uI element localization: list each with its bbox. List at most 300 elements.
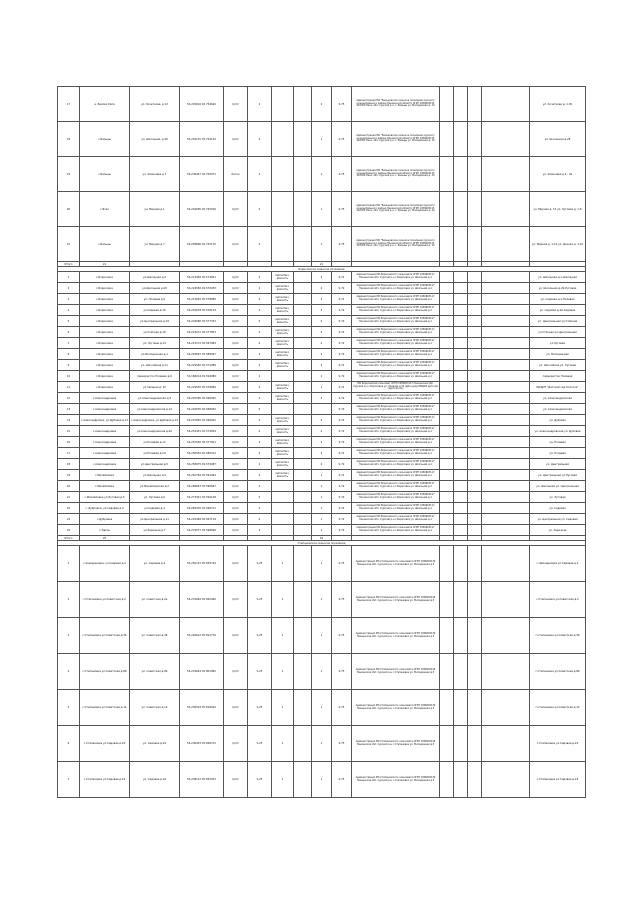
table-cell [454,227,468,262]
table-cell: с.Степановка ул.Советская д.2 [530,582,586,618]
table-cell: ул. Школьная д.20-Луговая [530,283,586,294]
table-cell: 1 [312,654,332,690]
table-row [58,393,586,404]
table-cell [454,157,468,192]
table-cell: 0,72 [332,437,352,448]
table-cell: Администрация МО Степановского сельсовета ОГРН 1056603120 Пензенская обл. Сурский р-н с.Степановка ул. Молодежная д.5 [352,618,440,654]
table-cell [482,503,530,514]
table-cell: металлич. ёмкость [272,338,294,349]
table-cell: 7 [58,338,80,349]
table-cell: 2 [248,437,272,448]
table-cell [482,294,530,305]
table-cell [482,470,530,481]
table-cell: металлич. ёмкость [272,294,294,305]
table-cell: 54.224066 45.577332 [180,316,224,327]
table-cell: ул.Александровская д.3 [130,393,180,404]
table-cell: Администрация МО Степановского сельсовета ОГРН 1056603120 Пензенская обл. Сурский р-н с.Степановка ул. Молодежная д.5 [352,546,440,582]
table-cell: ул.Александровская д.20 [130,426,180,437]
table-cell [454,654,468,690]
table-cell [468,481,482,492]
table-cell: Администрация МО Борисовского сельсовета ОГРН 1056603117 Пензенская обл. Сурский р-н с.Борисовка ул. Школьная д.1 [352,327,440,338]
table-cell [440,690,454,726]
table-cell [454,192,468,227]
table-cell [482,437,530,448]
table-cell: 19 [58,157,80,192]
table-cell: 2 [248,192,272,227]
table-cell [294,360,312,371]
table-cell: 21 [312,262,332,267]
table-cell: 2 [58,283,80,294]
table-cell [468,227,482,262]
table-cell: 2 [248,525,272,536]
table-cell [482,525,530,536]
table-cell [440,305,454,316]
section-title: Борисовское сельское поселение [58,267,586,272]
table-cell: гр/пг [224,525,248,536]
table-cell: ул.Центральная д.5 [130,459,180,470]
table-cell: с.Борисовка [80,283,130,294]
table-cell: ул. Фомичева д 7 [130,157,180,192]
table-cell [454,726,468,762]
table-cell: Администрация МО Степановского сельсовета ОГРН 1056603120 Пензенская обл. Сурский р-н с.Степановка ул. Молодежная д.5 [352,654,440,690]
table-cell [440,371,454,382]
table-cell [294,192,312,227]
table-cell [294,459,312,470]
table-cell: ул.Александровская д.14 [130,404,180,415]
table-cell: 8 [58,349,80,360]
table-cell [294,448,312,459]
table-cell [440,503,454,514]
table-cell [454,437,468,448]
table-cell: 2 [312,283,332,294]
table-cell: ул. Советская д.2а [130,582,180,618]
table-cell: ул. Школьная, д 28 [130,122,180,157]
table-cell: 0,75 [332,654,352,690]
table-cell: ул.Молодежная д.1 [130,349,180,360]
table-cell: 54.226612 45.812776 [180,618,224,654]
table-cell [440,338,454,349]
table-cell: 54.219644 45.801982 [180,654,224,690]
table-cell: 25 [80,536,130,541]
table-cell: 0,72 [332,382,352,393]
table-cell [294,762,312,798]
table-cell: гр/пг [224,618,248,654]
table-cell: 2 [248,305,272,316]
table-cell: 2 [312,316,332,327]
table-cell: ул. Заречная [530,525,586,536]
table-cell [482,272,530,283]
table-cell: с.Бельцы [80,157,130,192]
table-cell: 15 [58,426,80,437]
table-cell [482,618,530,654]
table-cell: ул.Школьная д.5 [130,470,180,481]
table-cell [440,316,454,327]
table-cell: Администрация МО Борисовского сельсовета ОГРН 1056603117 Пензенская обл. Сурский р-н с.Борисовка ул. Школьная д.1 [352,503,440,514]
table-cell: гр/пг [224,448,248,459]
table-cell: гр/пг [224,514,248,525]
table-cell: ул. Мирная д.7 [130,227,180,262]
table-cell: 2 [312,360,332,371]
table-cell: 1 [272,690,294,726]
table-cell [294,514,312,525]
table-row [58,227,586,262]
table-cell [272,122,294,157]
table-cell: с.Александровка [80,459,130,470]
table-cell: металлич. ёмкость [272,327,294,338]
table-cell: 54.257050 45.577001 [180,437,224,448]
table-cell: 2 [248,349,272,360]
table-row [58,690,586,726]
table-cell: 0,72 [332,283,352,294]
table-cell: ул. Александровская ул. Дубовая [530,426,586,437]
table-cell: металлич. ёмкость [272,382,294,393]
table-cell: 54.258890 45.725170 [180,227,224,262]
table-cell: с.Бельцы [80,122,130,157]
table-cell: 54.273421 45.594128 [180,492,224,503]
table-cell: 0,72 [332,514,352,525]
table-cell [468,690,482,726]
table-cell: с.Александровка, ул.Дубовая д.12 [130,415,180,426]
table-cell [272,371,294,382]
table-cell: 54.213172 45.567984 [180,338,224,349]
table-row [58,525,586,536]
table-cell: 0,72 [332,305,352,316]
table-cell [468,503,482,514]
table-cell: гр/пг [224,305,248,316]
table-cell [454,404,468,415]
table-cell: 1 [272,762,294,798]
table-cell: 2 [248,157,272,192]
table-cell: Администрация МО Степановского сельсовета ОГРН 1056603120 Пензенская обл. Сурский р-н с.Степановка ул. Молодежная д.5 [352,582,440,618]
table-cell: 54.218897 45.588467 [180,349,224,360]
table-cell: 2 [248,393,272,404]
table-cell: 0,75 [332,726,352,762]
table-cell: 2 [312,426,332,437]
table-cell [482,393,530,404]
table-cell [482,283,530,294]
table-cell: 1 [312,582,332,618]
table-cell [482,582,530,618]
table-cell [294,525,312,536]
table-cell: ул.Полевая д.24 [130,448,180,459]
table-row [58,371,586,382]
table-cell [482,654,530,690]
table-row [58,514,586,525]
table-cell: 54.223272 45.577823 [180,327,224,338]
registry-table [57,86,586,798]
table-cell: ул.Степная ул.Центральная [530,327,586,338]
table-cell [482,360,530,371]
table-cell [468,393,482,404]
table-cell [440,227,454,262]
table-cell: с.Борисовка [80,371,130,382]
table-cell: 0,72 [332,360,352,371]
table-cell: 20 [58,481,80,492]
table-cell [294,349,312,360]
table-row [58,283,586,294]
table-cell: 1 [312,371,332,382]
table-cell: 5 [58,316,80,327]
table-cell: Администрация МО Борисовского сельсовета ОГРН 1056603117 Пензенская обл. Сурский р-н с.Борисовка ул. Школьная д.1 [352,272,440,283]
table-cell: ул. Луговая д.6 [130,492,180,503]
table-cell [468,360,482,371]
table-cell [454,316,468,327]
table-cell [482,690,530,726]
table-cell [468,726,482,762]
table-cell [440,349,454,360]
table-cell: 13 [58,404,80,415]
table-cell [294,582,312,618]
table-cell: Администрация МО Борисовского сельсовета ОГРН 1056603117 Пензенская обл. Сурский р-н с.Борисовка ул. Школьная д.1 [352,426,440,437]
table-cell: МКДОУ "Детский сад Колосок" [530,382,586,393]
table-cell [440,157,454,192]
table-cell: ул. Садовая д.1-Полевая [530,294,586,305]
table-cell: ул.Школьная д.2 [130,272,180,283]
table-cell [468,437,482,448]
table-cell: ул. Школьная д.28 [530,122,586,157]
table-cell [294,382,312,393]
table-cell: ул.Луговая [530,338,586,349]
table-cell: Администрация МО Борисовского сельсовета ОГРН 1056603117 Пензенская обл. Сурский р-н с.Борисовка ул. Школьная д.1 [352,492,440,503]
table-cell [482,514,530,525]
table-cell: Администрация МО Борисовского сельсовета ОГРН 1056603117 Пензенская обл. Сурский р-н с.Борисовка ул. Школьная д.1 [352,481,440,492]
table-cell: 0,72 [332,448,352,459]
table-cell: 2,25 [248,726,272,762]
table-cell [440,327,454,338]
table-cell: 0,72 [332,371,352,382]
table-row [58,426,586,437]
table-cell: ул. Центральная [530,459,586,470]
table-cell: ул. Садовая д.24 [130,726,180,762]
table-cell: ул.Центральная д.19 [130,316,180,327]
table-cell: Администрация МО Степановского сельсовета ОГРН 1056603120 Пензенская обл. Сурский р-н с.Степановка ул. Молодежная д.5 [352,690,440,726]
table-cell [294,316,312,327]
table-cell: гр/пг [224,272,248,283]
table-cell: с.Степановка ул.Советская д.36 [530,618,586,654]
table-cell: с.Степановка ул.Садовая д.16 [80,762,130,798]
table-cell [294,546,312,582]
table-cell [482,338,530,349]
table-cell: ул.Полевая д.12 [130,437,180,448]
table-cell: гр/пг [224,690,248,726]
table-cell [468,525,482,536]
table-cell [440,437,454,448]
table-cell: 0,72 [332,459,352,470]
table-cell [294,272,312,283]
table-cell: гр/пг [224,481,248,492]
table-cell [468,546,482,582]
table-cell: Администрация МО Борисовского сельсовета ОГРН 1056603117 Пензенская обл. Сурский р-н с.Борисовка ул. Школьная д.1 [352,294,440,305]
table-cell [454,327,468,338]
table-cell: 2 [248,360,272,371]
table-cell: гр/пг [224,360,248,371]
table-cell [294,157,312,192]
table-cell: 0,75 [332,227,352,262]
table-cell: гр/пг [224,349,248,360]
table-cell: Администрация МО "Бельцовское сельское поселение Сурского муниципального района Пензенской области ОГРН 1056603115 442300 Пенз. обл. Сурский р-н, с. Бельцы ул. Молодежная д. 10 [352,192,440,227]
table-cell: с.Александровка, ул.Дубовая д.12 [80,415,130,426]
table-cell: 0,72 [332,294,352,305]
table-cell: Администрация МО Борисовского сельсовета ОГРН 1056603117 Пензенская обл. Сурский р-н с.Борисовка ул. Школьная д.1 [352,360,440,371]
table-cell: Администрация МО Степановского сельсовета ОГРН 1056603120 Пензенская обл. Сурский р-н с.Степановка ул. Молодежная д.5 [352,762,440,798]
table-cell: 19 [58,470,80,481]
table-cell [468,459,482,470]
table-cell [482,192,530,227]
table-cell: с.Борисовка [80,382,130,393]
table-cell [468,122,482,157]
table-cell: с.Степановка ул.Советская д.2 [80,582,130,618]
table-cell [482,426,530,437]
table-cell: а. Белово Репа [80,87,130,122]
table-cell [482,448,530,459]
table-cell [482,459,530,470]
table-cell [454,305,468,316]
table-cell: 54.213448 45.574651 [180,272,224,283]
table-cell: бетон [224,157,248,192]
table-cell: 2 [248,316,272,327]
document-page [57,86,585,798]
table-cell: 17 [58,448,80,459]
table-cell [482,481,530,492]
table-row [58,726,586,762]
table-cell: ул. Мирная д. 1-10 ул. Дачная д. 1-10 [530,227,586,262]
table-cell: гр/пг [224,283,248,294]
table-cell: 2 [248,492,272,503]
table-cell: 2 [248,481,272,492]
table-cell [482,316,530,327]
table-cell: 3 [58,618,80,654]
table-cell [294,503,312,514]
table-cell: 0,72 [332,426,352,437]
table-cell: гр/пг [224,404,248,415]
table-cell: 54.266667 45.596667 [180,481,224,492]
table-cell [440,122,454,157]
table-cell: 2 [312,415,332,426]
table-cell: 2,25 [248,690,272,726]
table-cell [454,481,468,492]
table-cell [468,283,482,294]
table-cell [454,762,468,798]
table-cell: Администрация МО Борисовского сельсовета ОГРН 1056603117 Пензенская обл. Сурский р-н с.Борисовка ул. Школьная д.1 [352,283,440,294]
table-cell: с.Борисовка [80,294,130,305]
table-cell: 0,75 [332,582,352,618]
table-cell: 1 [58,546,80,582]
table-cell: 2 [58,582,80,618]
table-cell: ул.Школьная д.20 [130,283,180,294]
table-cell [454,448,468,459]
table-cell [482,726,530,762]
table-cell [468,404,482,415]
table-cell: с.Степановка ул.Советская д.36 [80,618,130,654]
table-cell: Администрация МО Борисовского сельсовета ОГРН 1056603117 Пензенская обл. Сурский р-н с.Борисовка ул. Школьная д.1 [352,349,440,360]
table-cell: МО Борисовский сельсовет ОГРН 1056603117 Пензенская обл. Сурский р-н с.Борисовка ул. Зеленая д.22 (Для нужд МКДОУ детский сад Колосок) [352,382,440,393]
table-cell: Администрация МО "Бельцовское сельское поселение Сурского муниципального района Пензенской области ОГРН 1056603115 442300 Пенз. обл. Сурский р-н, с. Бельцы ул. Молодежная д. 10 [352,157,440,192]
table-cell: ул. Полевая д.5 [130,294,180,305]
table-row [58,492,586,503]
table-cell [294,294,312,305]
table-cell: с.Александровка [80,393,130,404]
table-cell [468,157,482,192]
table-cell [440,492,454,503]
table-cell [294,305,312,316]
table-cell: с.Михайловка [80,481,130,492]
table-cell: Итого [58,536,80,541]
table-cell [468,349,482,360]
table-cell: гр/пг [224,327,248,338]
table-cell: Администрация МО Борисовского сельсовета ОГРН 1056603117 Пензенская обл. Сурский р-н с.Борисовка ул. Школьная д.1 [352,305,440,316]
table-cell: с.Борисовка [80,360,130,371]
table-cell: 2 [248,327,272,338]
table-cell [482,87,530,122]
table-cell: 54.224582 45.570033 [180,283,224,294]
table-cell: 2 [248,87,272,122]
table-cell: 0,75 [332,192,352,227]
table-cell [294,690,312,726]
table-cell [440,415,454,426]
table-cell: 20 [58,192,80,227]
table-cell [440,582,454,618]
table-cell: с.Чемодановка, ул.Садовая д.2 [80,546,130,582]
table-cell [440,382,454,393]
table-cell: Итого [58,262,80,267]
table-cell: 2 [248,459,272,470]
table-row [58,157,586,192]
table-cell [440,87,454,122]
table-cell: Администрация МО Борисовского сельсовета ОГРН 1056603117 Пензенская обл. Сурский р-н с.Борисовка ул. Школьная д.1 [352,338,440,349]
table-cell: гр/пг [224,316,248,327]
table-cell: ул. Шоссейная д.11 [130,360,180,371]
table-cell: с.Ясак [80,192,130,227]
table-cell [294,393,312,404]
table-cell [468,618,482,654]
table-cell: 54.245395 45.566025 [180,393,224,404]
table-cell [454,272,468,283]
table-cell [440,459,454,470]
table-row [58,618,586,654]
table-cell: 54.247845 45.566022 [180,415,224,426]
table-cell [454,503,468,514]
table-cell [454,618,468,654]
table-cell: ул.Садовая д.16 [130,305,180,316]
table-cell: ул. Садовая д.16-Садовая [530,305,586,316]
table-cell: гр/пг [224,415,248,426]
table-cell: 2 [248,415,272,426]
table-cell [272,514,294,525]
table-cell [454,393,468,404]
table-row [58,546,586,582]
table-cell: 0,72 [332,503,352,514]
table-cell: 42 [312,536,332,541]
table-cell: ул. Александровская [530,393,586,404]
table-cell [440,283,454,294]
table-row [58,192,586,227]
table-row [58,360,586,371]
table-cell: 2 [248,227,272,262]
table-row [58,404,586,415]
table-cell [482,327,530,338]
table-cell [440,404,454,415]
table-cell [482,371,530,382]
table-cell [272,192,294,227]
table-cell: с.Бельцы [80,227,130,262]
table-cell: гр/пг [224,503,248,514]
table-cell: с.Михайловка ул.Луговая д.5 [80,492,130,503]
table-cell: Администрация МО Борисовского сельсовета ОГРН 1056603117 Пензенская обл. Сурский р-н с.Борисовка ул. Школьная д.1 [352,371,440,382]
table-cell: 0,75 [332,546,352,582]
table-cell: 0,72 [332,316,352,327]
table-cell: гр/пг [224,122,248,157]
table-cell: ул. Центральная ул.Луговая [530,470,586,481]
